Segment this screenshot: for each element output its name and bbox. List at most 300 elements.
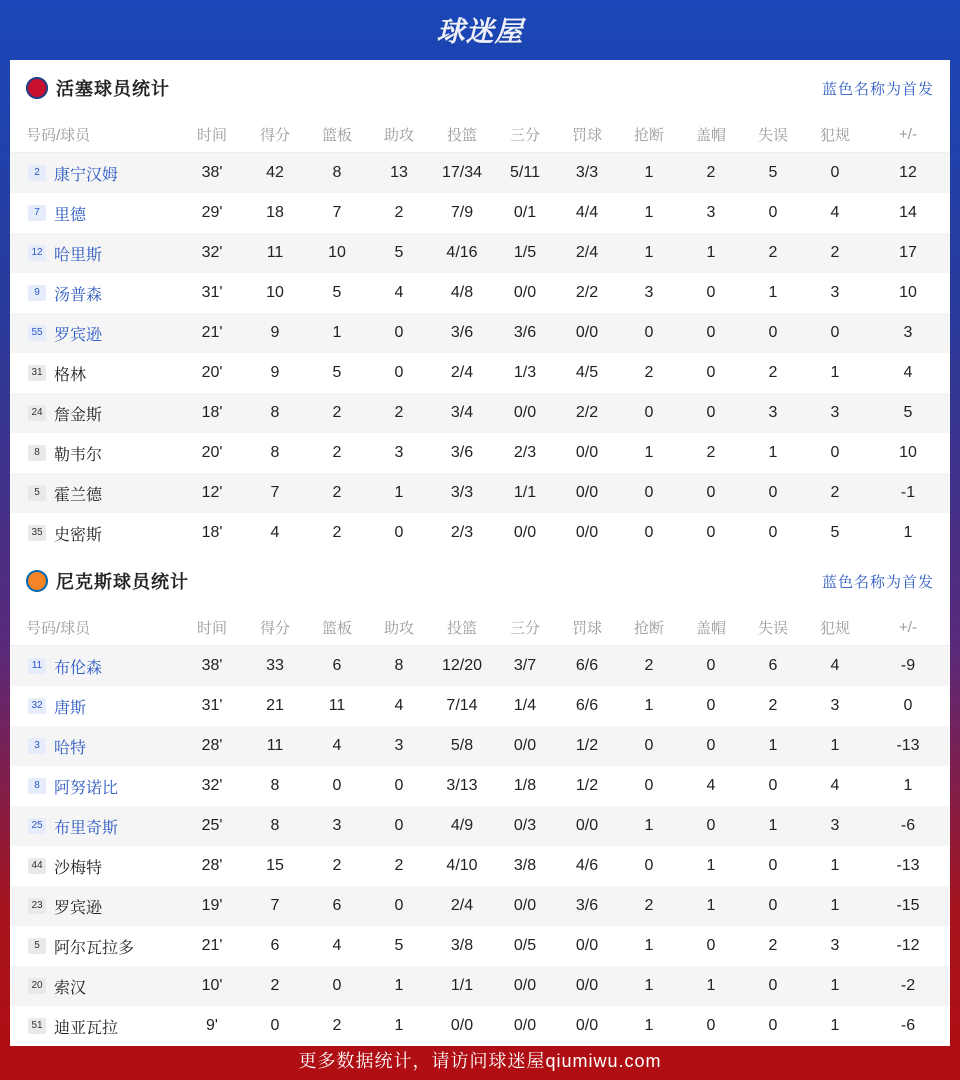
stat-cell: 21' bbox=[201, 937, 223, 954]
stat-cell: 4 bbox=[903, 364, 913, 381]
stat-cell: 3 bbox=[332, 817, 342, 834]
stat-cell: 1/3 bbox=[513, 364, 537, 381]
player-cell bbox=[10, 766, 180, 806]
table-row bbox=[10, 513, 950, 553]
stat-cell: 9 bbox=[270, 364, 280, 381]
stat-cell: 0 bbox=[706, 404, 716, 421]
stat-cell: 2 bbox=[644, 897, 654, 914]
stat-cell: 20' bbox=[201, 444, 223, 461]
player-cell bbox=[10, 806, 180, 846]
stat-cell: 2 bbox=[768, 697, 778, 714]
stat-cell: 4 bbox=[830, 777, 840, 794]
stat-cell: 0/0 bbox=[575, 977, 599, 994]
stat-cell: 1 bbox=[394, 484, 404, 501]
stat-cell: 2 bbox=[394, 204, 404, 221]
column-header: 篮板 bbox=[306, 116, 368, 153]
stat-cell: 0 bbox=[830, 444, 840, 461]
player-cell bbox=[10, 966, 180, 1006]
stat-cell: 0/0 bbox=[513, 977, 537, 994]
stat-cell: 13 bbox=[390, 164, 408, 181]
column-header: +/- bbox=[866, 609, 950, 646]
stat-cell: 1 bbox=[644, 444, 654, 461]
stat-cell: 0 bbox=[394, 897, 404, 914]
starter-legend-note: 蓝色名称为首发 bbox=[821, 80, 934, 98]
jersey-number-badge: 35 bbox=[28, 525, 46, 541]
jersey-number-badge: 5 bbox=[28, 938, 46, 954]
stat-cell: 0 bbox=[768, 524, 778, 541]
table-row bbox=[10, 473, 950, 513]
column-header: 三分 bbox=[494, 116, 556, 153]
stat-cell: 11 bbox=[266, 737, 284, 754]
table-row bbox=[10, 233, 950, 273]
player-name: 布伦森 bbox=[54, 659, 103, 677]
stat-cell: 0/0 bbox=[575, 444, 599, 461]
stat-cell: 2 bbox=[332, 484, 342, 501]
jersey-number-badge: 8 bbox=[28, 778, 46, 794]
stat-cell: 2 bbox=[644, 364, 654, 381]
stat-cell: 2/4 bbox=[450, 364, 474, 381]
stat-cell: 1 bbox=[644, 817, 654, 834]
stat-cell: 10 bbox=[328, 244, 346, 261]
stat-cell: 1 bbox=[644, 977, 654, 994]
jersey-number-badge: 8 bbox=[28, 445, 46, 461]
jersey-number-badge: 51 bbox=[28, 1018, 46, 1034]
stat-cell: 5 bbox=[332, 364, 342, 381]
player-stats-table bbox=[10, 116, 950, 553]
stat-cell: 1 bbox=[644, 244, 654, 261]
stat-cell: 3 bbox=[768, 404, 778, 421]
stat-cell: 42 bbox=[266, 164, 284, 181]
stat-cell: 1 bbox=[706, 857, 716, 874]
jersey-number-badge: 23 bbox=[28, 898, 46, 914]
stat-cell: 7 bbox=[332, 204, 342, 221]
stat-cell: 0 bbox=[644, 524, 654, 541]
stat-cell: 0 bbox=[706, 1017, 716, 1034]
stat-cell: 0 bbox=[768, 857, 778, 874]
stat-cell: -1 bbox=[900, 484, 916, 501]
stat-cell: 5 bbox=[394, 244, 404, 261]
player-stats-table bbox=[10, 609, 950, 1046]
stat-cell: 0/0 bbox=[513, 284, 537, 301]
stat-cell: 1 bbox=[830, 364, 840, 381]
jersey-number-badge: 24 bbox=[28, 405, 46, 421]
stat-cell: 6 bbox=[332, 897, 342, 914]
stat-cell: 0/0 bbox=[513, 1017, 537, 1034]
stat-cell: 1 bbox=[830, 897, 840, 914]
column-header: 时间 bbox=[180, 609, 244, 646]
knicks-logo-icon bbox=[26, 570, 48, 592]
stat-cell: 3/6 bbox=[450, 324, 474, 341]
stat-cell: 2 bbox=[768, 364, 778, 381]
stat-cell: 3/7 bbox=[513, 657, 537, 674]
stat-cell: 1 bbox=[768, 284, 778, 301]
stat-cell: 33 bbox=[266, 657, 284, 674]
stat-cell: 2/4 bbox=[575, 244, 599, 261]
player-name: 康宁汉姆 bbox=[54, 166, 119, 184]
team-section bbox=[10, 553, 950, 1046]
column-header: 犯规 bbox=[804, 116, 866, 153]
stat-cell: 0 bbox=[768, 1017, 778, 1034]
table-header-row bbox=[10, 116, 950, 153]
stat-cell: 0 bbox=[768, 204, 778, 221]
stat-cell: 0 bbox=[706, 324, 716, 341]
stat-cell: -13 bbox=[896, 737, 920, 754]
stat-cell: 0/0 bbox=[575, 817, 599, 834]
stat-cell: 0 bbox=[394, 777, 404, 794]
table-header-row bbox=[10, 609, 950, 646]
player-cell bbox=[10, 193, 180, 233]
stat-cell: 1 bbox=[830, 857, 840, 874]
stat-cell: 0 bbox=[768, 977, 778, 994]
column-header: 失误 bbox=[742, 609, 804, 646]
player-name: 汤普森 bbox=[54, 286, 103, 304]
player-cell bbox=[10, 886, 180, 926]
stat-cell: 0 bbox=[706, 817, 716, 834]
stat-cell: 2 bbox=[270, 977, 280, 994]
column-header: 三分 bbox=[494, 609, 556, 646]
team-title-wrap bbox=[26, 75, 170, 101]
stat-cell: 20' bbox=[201, 364, 223, 381]
stat-cell: 0/0 bbox=[575, 1017, 599, 1034]
stat-cell: 8 bbox=[332, 164, 342, 181]
stat-cell: 3/6 bbox=[450, 444, 474, 461]
stat-cell: 3/6 bbox=[513, 324, 537, 341]
player-name: 阿努诺比 bbox=[54, 779, 119, 797]
jersey-number-badge: 31 bbox=[28, 365, 46, 381]
stat-cell: 3 bbox=[903, 324, 913, 341]
footer-text: 更多数据统计，请访问球迷屋qiumiwu.com bbox=[298, 1051, 662, 1071]
stat-cell: 2 bbox=[332, 524, 342, 541]
stat-cell: 3 bbox=[644, 284, 654, 301]
stat-cell: 0 bbox=[903, 697, 913, 714]
stat-cell: 5 bbox=[768, 164, 778, 181]
column-header: 盖帽 bbox=[680, 609, 742, 646]
stat-cell: 4/5 bbox=[575, 364, 599, 381]
stat-cell: 0/1 bbox=[513, 204, 537, 221]
table-row bbox=[10, 646, 950, 687]
stat-cell: 1 bbox=[903, 524, 913, 541]
table-row bbox=[10, 353, 950, 393]
stat-cell: 0 bbox=[644, 777, 654, 794]
stat-cell: 10 bbox=[266, 284, 284, 301]
table-row bbox=[10, 433, 950, 473]
stat-cell: 4/6 bbox=[575, 857, 599, 874]
stat-cell: 32' bbox=[201, 777, 223, 794]
stat-cell: 2 bbox=[830, 244, 840, 261]
column-header: 得分 bbox=[244, 609, 306, 646]
column-header: 投篮 bbox=[430, 609, 494, 646]
stat-cell: 3 bbox=[830, 937, 840, 954]
stat-cell: 6 bbox=[332, 657, 342, 674]
jersey-number-badge: 3 bbox=[28, 738, 46, 754]
stat-cell: 2/4 bbox=[450, 897, 474, 914]
stat-cell: 29' bbox=[201, 204, 223, 221]
column-header: 罚球 bbox=[556, 116, 618, 153]
stat-cell: 1 bbox=[644, 204, 654, 221]
stat-cell: 0 bbox=[706, 657, 716, 674]
stat-cell: 0 bbox=[768, 324, 778, 341]
stat-cell: 0/0 bbox=[513, 897, 537, 914]
footer-banner bbox=[0, 1040, 960, 1080]
stat-cell: 0/0 bbox=[513, 404, 537, 421]
stat-cell: 3/4 bbox=[450, 404, 474, 421]
stat-cell: 0 bbox=[768, 777, 778, 794]
stat-cell: 1 bbox=[394, 1017, 404, 1034]
stat-cell: 7 bbox=[270, 484, 280, 501]
stat-cell: 3 bbox=[706, 204, 716, 221]
column-header: 失误 bbox=[742, 116, 804, 153]
stat-cell: 0 bbox=[394, 364, 404, 381]
player-cell bbox=[10, 846, 180, 886]
column-header: 犯规 bbox=[804, 609, 866, 646]
stat-cell: 10 bbox=[899, 444, 917, 461]
stat-cell: 2 bbox=[332, 444, 342, 461]
stat-cell: 0/0 bbox=[575, 524, 599, 541]
stat-cell: 0 bbox=[644, 484, 654, 501]
stat-cell: 1/5 bbox=[513, 244, 537, 261]
stat-cell: 0/0 bbox=[575, 937, 599, 954]
stat-cell: -12 bbox=[896, 937, 920, 954]
stat-cell: 12/20 bbox=[441, 657, 483, 674]
stat-cell: 4 bbox=[830, 657, 840, 674]
table-row bbox=[10, 153, 950, 194]
stat-cell: 5 bbox=[830, 524, 840, 541]
stat-cell: 3 bbox=[830, 697, 840, 714]
table-row bbox=[10, 766, 950, 806]
player-cell bbox=[10, 433, 180, 473]
stat-cell: 0 bbox=[394, 524, 404, 541]
stat-cell: 1 bbox=[644, 697, 654, 714]
stat-cell: 1 bbox=[830, 977, 840, 994]
stat-cell: 7 bbox=[270, 897, 280, 914]
stat-cell: 4/9 bbox=[450, 817, 474, 834]
stat-cell: 1 bbox=[394, 977, 404, 994]
stat-cell: 25' bbox=[201, 817, 223, 834]
stat-cell: 5 bbox=[332, 284, 342, 301]
stat-cell: 0 bbox=[706, 484, 716, 501]
stat-cell: -6 bbox=[900, 817, 916, 834]
stat-cell: 6/6 bbox=[575, 657, 599, 674]
app-header bbox=[0, 0, 960, 60]
brand-logo: 球迷屋 bbox=[436, 16, 524, 47]
column-header: +/- bbox=[866, 116, 950, 153]
stat-cell: 0/0 bbox=[513, 524, 537, 541]
stat-cell: 1 bbox=[706, 897, 716, 914]
player-name: 沙梅特 bbox=[54, 859, 103, 877]
stat-cell: 1/8 bbox=[513, 777, 537, 794]
player-name: 哈特 bbox=[54, 739, 87, 757]
stat-cell: 0 bbox=[706, 364, 716, 381]
column-header: 投篮 bbox=[430, 116, 494, 153]
stats-panel bbox=[10, 60, 950, 1040]
stat-cell: 17 bbox=[899, 244, 917, 261]
stat-cell: 32' bbox=[201, 244, 223, 261]
stat-cell: -15 bbox=[896, 897, 920, 914]
stat-cell: 4 bbox=[830, 204, 840, 221]
jersey-number-badge: 55 bbox=[28, 325, 46, 341]
player-cell bbox=[10, 153, 180, 194]
stat-cell: 1 bbox=[644, 937, 654, 954]
stat-cell: 3 bbox=[394, 737, 404, 754]
player-cell bbox=[10, 393, 180, 433]
table-row bbox=[10, 886, 950, 926]
stat-cell: 0/0 bbox=[450, 1017, 474, 1034]
player-cell bbox=[10, 473, 180, 513]
stat-cell: 2/3 bbox=[513, 444, 537, 461]
table-row bbox=[10, 726, 950, 766]
stat-cell: 1 bbox=[706, 977, 716, 994]
player-name: 霍兰德 bbox=[54, 486, 103, 504]
stat-cell: 0 bbox=[706, 284, 716, 301]
stat-cell: 2 bbox=[768, 244, 778, 261]
column-header: 得分 bbox=[244, 116, 306, 153]
stat-cell: 5 bbox=[903, 404, 913, 421]
stat-cell: 3/6 bbox=[575, 897, 599, 914]
stat-cell: 18' bbox=[201, 524, 223, 541]
stat-cell: 4/10 bbox=[446, 857, 478, 874]
starter-legend-note: 蓝色名称为首发 bbox=[821, 573, 934, 591]
column-header: 盖帽 bbox=[680, 116, 742, 153]
stat-cell: 0 bbox=[644, 324, 654, 341]
stat-cell: 2 bbox=[332, 1017, 342, 1034]
table-row bbox=[10, 926, 950, 966]
player-name: 迪亚瓦拉 bbox=[54, 1019, 119, 1037]
stat-cell: -9 bbox=[900, 657, 916, 674]
stat-cell: 0 bbox=[332, 777, 342, 794]
stat-cell: 8 bbox=[270, 444, 280, 461]
stat-cell: 38' bbox=[201, 164, 223, 181]
jersey-number-badge: 11 bbox=[28, 658, 46, 674]
player-cell bbox=[10, 313, 180, 353]
stat-cell: 8 bbox=[270, 404, 280, 421]
player-cell bbox=[10, 646, 180, 687]
player-name: 布里奇斯 bbox=[54, 819, 119, 837]
stat-cell: -6 bbox=[900, 1017, 916, 1034]
table-row bbox=[10, 686, 950, 726]
stat-cell: 2 bbox=[706, 164, 716, 181]
stat-cell: 0 bbox=[706, 524, 716, 541]
player-name: 罗宾逊 bbox=[54, 899, 103, 917]
player-cell bbox=[10, 233, 180, 273]
player-name: 格林 bbox=[54, 366, 87, 384]
stat-cell: 28' bbox=[201, 857, 223, 874]
stat-cell: 3 bbox=[830, 404, 840, 421]
stat-cell: 12 bbox=[899, 164, 917, 181]
stat-cell: 0 bbox=[768, 897, 778, 914]
player-name: 詹金斯 bbox=[54, 406, 103, 424]
stat-cell: 2/2 bbox=[575, 284, 599, 301]
stat-cell: 15 bbox=[266, 857, 284, 874]
stat-cell: 2/2 bbox=[575, 404, 599, 421]
stat-cell: 4 bbox=[332, 737, 342, 754]
pistons-logo-icon bbox=[26, 77, 48, 99]
table-row bbox=[10, 273, 950, 313]
stat-cell: 0/0 bbox=[575, 324, 599, 341]
table-row bbox=[10, 313, 950, 353]
stat-cell: 0 bbox=[768, 484, 778, 501]
stat-cell: 3/8 bbox=[450, 937, 474, 954]
team-section-header bbox=[10, 553, 950, 609]
player-name: 索汉 bbox=[54, 979, 87, 997]
player-cell bbox=[10, 686, 180, 726]
table-row bbox=[10, 393, 950, 433]
stat-cell: 2 bbox=[830, 484, 840, 501]
stat-cell: 0 bbox=[394, 324, 404, 341]
stat-cell: 21 bbox=[266, 697, 284, 714]
team-title-wrap bbox=[26, 568, 189, 594]
player-name: 里德 bbox=[54, 206, 87, 224]
stat-cell: 0/5 bbox=[513, 937, 537, 954]
jersey-number-badge: 2 bbox=[28, 165, 46, 181]
stat-cell: 10 bbox=[899, 284, 917, 301]
column-header: 助攻 bbox=[368, 609, 430, 646]
stat-cell: 1/4 bbox=[513, 697, 537, 714]
stat-cell: 2 bbox=[768, 937, 778, 954]
stat-cell: 4/16 bbox=[446, 244, 478, 261]
stat-cell: 10' bbox=[201, 977, 223, 994]
table-row bbox=[10, 193, 950, 233]
player-cell bbox=[10, 926, 180, 966]
stat-cell: 1 bbox=[332, 324, 342, 341]
stat-cell: 3/13 bbox=[446, 777, 478, 794]
stat-cell: 0/3 bbox=[513, 817, 537, 834]
column-header: 篮板 bbox=[306, 609, 368, 646]
team-section-header bbox=[10, 60, 950, 116]
stat-cell: -13 bbox=[896, 857, 920, 874]
stat-cell: 1/2 bbox=[575, 777, 599, 794]
column-header: 助攻 bbox=[368, 116, 430, 153]
stat-cell: 6/6 bbox=[575, 697, 599, 714]
stat-cell: 6 bbox=[270, 937, 280, 954]
stat-cell: 18' bbox=[201, 404, 223, 421]
stat-cell: 38' bbox=[201, 657, 223, 674]
player-name: 史密斯 bbox=[54, 526, 103, 544]
stat-cell: 1 bbox=[830, 1017, 840, 1034]
stat-cell: 1 bbox=[644, 164, 654, 181]
team-stats-title: 活塞球员统计 bbox=[56, 79, 170, 99]
stat-cell: 3/3 bbox=[575, 164, 599, 181]
stat-cell: 8 bbox=[270, 777, 280, 794]
stat-cell: 1/1 bbox=[513, 484, 537, 501]
stat-cell: 3 bbox=[830, 817, 840, 834]
stat-cell: 11 bbox=[328, 697, 346, 714]
jersey-number-badge: 12 bbox=[28, 245, 46, 261]
stat-cell: 2 bbox=[332, 857, 342, 874]
table-row bbox=[10, 806, 950, 846]
table-row bbox=[10, 846, 950, 886]
table-row bbox=[10, 966, 950, 1006]
stat-cell: 18 bbox=[266, 204, 284, 221]
stat-cell: 0 bbox=[332, 977, 342, 994]
stat-cell: 8 bbox=[394, 657, 404, 674]
jersey-number-badge: 32 bbox=[28, 698, 46, 714]
column-header: 罚球 bbox=[556, 609, 618, 646]
stat-cell: 9' bbox=[206, 1017, 218, 1034]
stat-cell: 4/8 bbox=[450, 284, 474, 301]
stat-cell: 7/14 bbox=[446, 697, 478, 714]
stat-cell: 5/8 bbox=[450, 737, 474, 754]
stat-cell: 0 bbox=[706, 737, 716, 754]
column-header: 时间 bbox=[180, 116, 244, 153]
stat-cell: 1/2 bbox=[575, 737, 599, 754]
jersey-number-badge: 7 bbox=[28, 205, 46, 221]
stat-cell: 2 bbox=[394, 857, 404, 874]
stat-cell: 2/3 bbox=[450, 524, 474, 541]
stat-cell: 6 bbox=[768, 657, 778, 674]
stat-cell: 0/0 bbox=[513, 737, 537, 754]
stat-cell: 1 bbox=[768, 737, 778, 754]
stat-cell: -2 bbox=[900, 977, 916, 994]
